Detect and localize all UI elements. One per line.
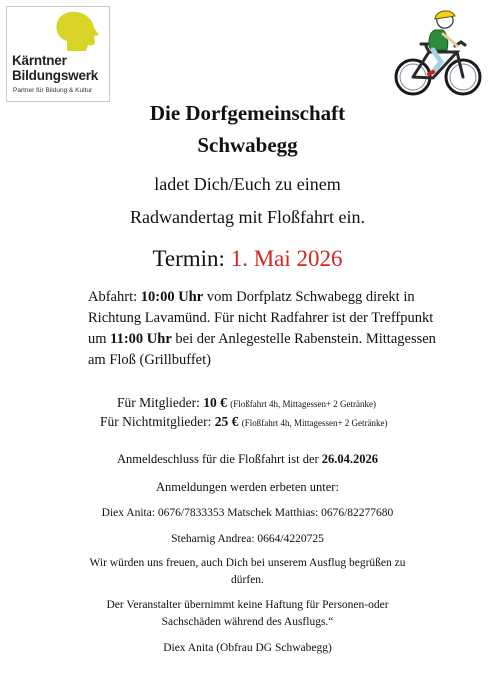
termin-line xyxy=(0,246,495,272)
abfahrt-label: Abfahrt: xyxy=(88,289,138,305)
members-label: Für Mitglieder: xyxy=(117,395,200,410)
invite-line2: Radwandertag mit Floßfahrt ein. xyxy=(130,207,365,227)
price-nonmembers xyxy=(100,413,388,432)
nonmembers-note: (Floßfahrt 4h, Mittagessen+ 2 Getränke) xyxy=(241,418,388,428)
nonmembers-price: 25 € xyxy=(214,414,239,429)
kaerntner-bildungswerk-logo xyxy=(6,6,110,102)
nonmembers-label: Für Nichtmitglieder: xyxy=(100,414,212,429)
registration-deadline xyxy=(0,451,495,468)
abfahrt-time: 10:00 Uhr xyxy=(140,289,204,305)
contacts-line1: Diex Anita: 0676/7833353 Matschek Matthias: 0676/82277680 xyxy=(101,507,394,519)
signature: Diex Anita (Obfrau DG Schwabegg) xyxy=(163,642,332,654)
logo-tagline: Partner für Bildung & Kultur xyxy=(13,87,93,94)
contacts-line2: Steharnig Andrea: 0664/4220725 xyxy=(171,533,324,545)
treffpunkt-time: 11:00 Uhr xyxy=(110,331,172,347)
disclaimer-line1: Der Veranstalter übernimmt keine Haftung für Personen-oder xyxy=(106,599,389,611)
disclaimer-line2: Sachschäden während des Ausflugs.“ xyxy=(161,616,334,628)
price-members xyxy=(117,394,376,413)
deadline-text: Anmeldeschluss für die Floßfahrt ist der xyxy=(116,452,319,466)
logo-name-line1: Kärntner xyxy=(12,53,67,68)
cyclist-illustration-icon xyxy=(385,2,485,102)
logo-name-line2: Bildungswerk xyxy=(12,68,99,83)
head-silhouette-icon xyxy=(53,11,103,53)
termin-date: 1. Mai 2026 xyxy=(230,246,343,271)
title-line1: Die Dorfgemeinschaft xyxy=(149,101,346,125)
closing-line2: dürfen. xyxy=(231,574,264,586)
abfahrt-text: vom Dorfplatz Schwabegg direkt in Richtung Lavamünd. Für nicht Radfahrer ist der Treffpunkt um xyxy=(88,289,434,347)
deadline-date: 26.04.2026 xyxy=(321,452,379,466)
members-note: (Floßfahrt 4h, Mittagessen+ 2 Getränke) xyxy=(230,399,377,409)
closing-line1: Wir würden uns freuen, auch Dich bei unserem Ausflug begrüßen zu xyxy=(89,557,406,569)
termin-label: Termin: xyxy=(152,246,225,271)
departure-details xyxy=(88,287,448,371)
title-line2: Schwabegg xyxy=(197,133,298,157)
invite-line1: ladet Dich/Euch zu einem xyxy=(154,174,341,194)
treffpunkt-text: bei der Anlegestelle Rabenstein. Mittagessen am Floß (Grillbuffet) xyxy=(88,331,436,368)
members-price: 10 € xyxy=(203,395,227,410)
registration-requested: Anmeldungen werden erbeten unter: xyxy=(156,480,339,494)
